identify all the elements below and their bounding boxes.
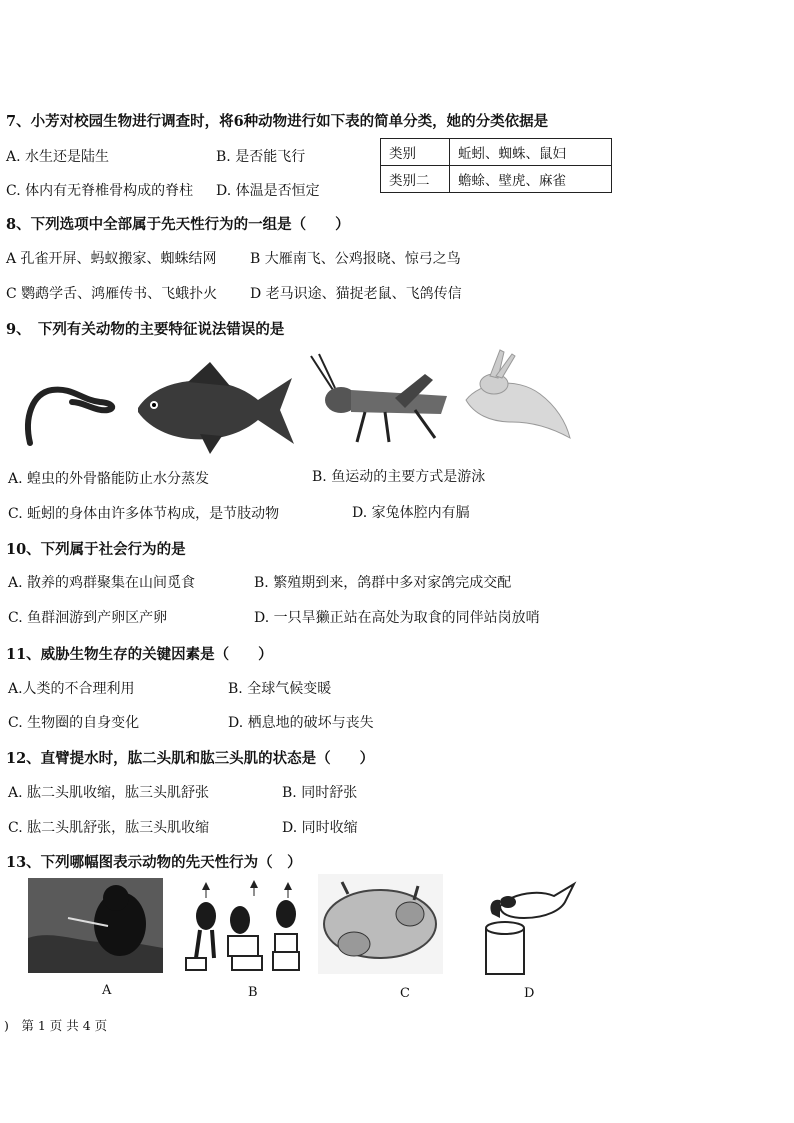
q9-option-a: A. 蝗虫的外骨骼能防止水分蒸发 [8,471,210,487]
q11-option-d: D. 栖息地的破坏与丧失 [228,715,374,731]
table-cell: 类别二 [381,166,450,193]
q10-option-b: B. 繁殖期到来，鸽群中多对家鸽完成交配 [254,575,512,591]
q8-option-a: A 孔雀开屏、蚂蚁搬家、蜘蛛结网 [6,251,217,267]
table-row [381,166,612,193]
q12-option-c: C. 肱二头肌舒张，肱三头肌收缩 [8,820,210,836]
question-9-title: 9、 下列有关动物的主要特征说法错误的是 [6,321,285,338]
cat-nursing-image [318,874,443,974]
earthworm-image [20,378,120,448]
fish-image [130,360,300,460]
q10-option-d: D. 一只旱獭正站在高处为取食的同伴站岗放哨 [254,610,540,626]
q8-option-b: B 大雁南飞、公鸡报晓、惊弓之鸟 [250,251,461,267]
q7-option-a: A. 水生还是陆生 [6,149,110,165]
q8-option-c: C 鹦鹉学舌、鸿雁传书、飞蛾扑火 [6,286,218,302]
q10-option-a: A. 散养的鸡群聚集在山间觅食 [8,575,196,591]
q9-option-c: C. 蚯蚓的身体由许多体节构成，是节肢动物 [8,506,280,522]
table-row [381,139,612,166]
question-12-title: 12、直臂提水时，肱二头肌和肱三头肌的状态是（ ） [6,750,375,767]
image-caption-c: C [400,986,410,1001]
q12-option-b: B. 同时舒张 [282,785,358,801]
q9-option-d: D. 家兔体腔内有膈 [352,505,470,521]
question-13-title: 13、下列哪幅图表示动物的先天性行为（ ） [6,854,302,871]
classification-table [380,138,612,193]
bird-drinking-milk-image [470,878,580,976]
page-footer: ) 第 1 页 共 4 页 [4,1018,108,1033]
question-10-title: 10、下列属于社会行为的是 [6,541,186,558]
q7-option-b: B. 是否能飞行 [216,149,306,165]
table-cell: 类别 [381,139,450,166]
chimpanzee-boxes-image [180,878,320,973]
q12-option-a: A. 肱二头肌收缩，肱三头肌舒张 [8,785,210,801]
q7-option-c: C. 体内有无脊椎骨构成的脊柱 [6,183,194,199]
q11-option-a: A.人类的不合理利用 [8,681,135,697]
chimpanzee-termite-image [28,878,163,973]
q12-option-d: D. 同时收缩 [282,820,358,836]
q11-option-b: B. 全球气候变暖 [228,681,332,697]
q9-option-b: B. 鱼运动的主要方式是游泳 [312,469,486,485]
table-cell: 蚯蚓、蜘蛛、鼠妇 [450,139,612,166]
table-cell: 蟾蜍、壁虎、麻雀 [450,166,612,193]
grasshopper-image [305,352,455,447]
question-7-title: 7、小芳对校园生物进行调查时，将6种动物进行如下表的简单分类，她的分类依据是 [6,113,549,130]
question-8-title: 8、下列选项中全部属于先天性行为的一组是（ ） [6,216,350,233]
q11-option-c: C. 生物圈的自身变化 [8,715,140,731]
q8-option-d: D 老马识途、猫捉老鼠、飞鸽传信 [250,286,462,302]
rabbit-image [460,348,575,443]
q7-option-d: D. 体温是否恒定 [216,183,320,199]
q10-option-c: C. 鱼群洄游到产卵区产卵 [8,610,168,626]
question-11-title: 11、威胁生物生存的关键因素是（ ） [6,646,273,663]
image-caption-d: D [524,986,535,1001]
image-caption-b: B [248,985,258,1000]
image-caption-a: A [102,983,112,998]
